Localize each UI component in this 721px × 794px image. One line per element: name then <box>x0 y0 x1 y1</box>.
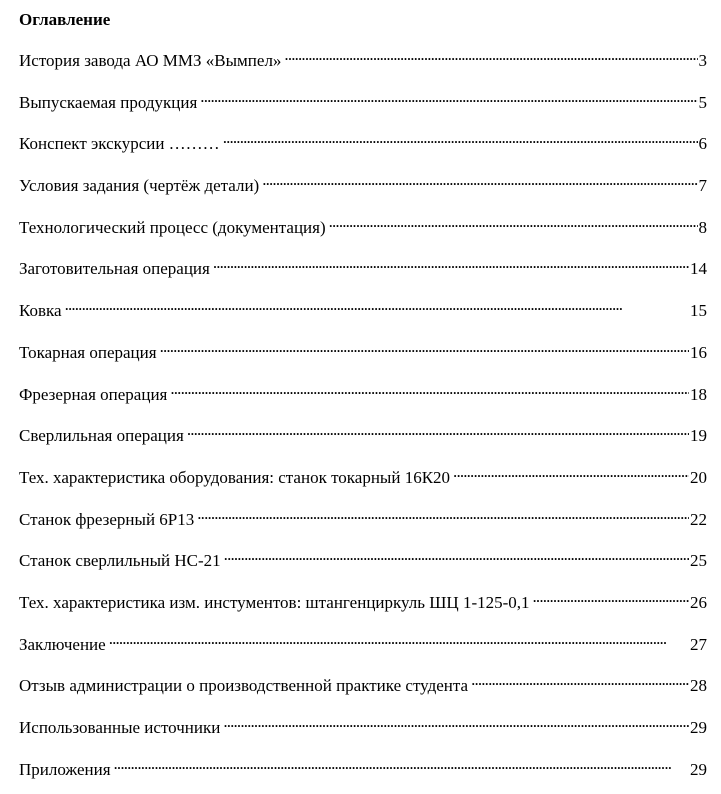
toc-page-number: 27 <box>690 634 707 654</box>
toc-entry[interactable] <box>19 86 707 128</box>
toc-page-number: 19 <box>690 426 707 446</box>
toc-page-number: 20 <box>690 467 707 487</box>
toc-entry-text: Ковка <box>19 301 62 321</box>
toc-entry[interactable] <box>19 294 707 336</box>
toc-entry-text: Заключение <box>19 634 106 654</box>
toc-entry[interactable] <box>19 378 707 420</box>
toc-entry-text: Выпускаемая продукция <box>19 92 198 112</box>
toc-page-number: 26 <box>690 592 707 612</box>
toc-entry[interactable] <box>19 544 707 586</box>
toc-page-number: 16 <box>690 342 707 362</box>
toc-entry-text: Станок фрезерный 6Р13 <box>19 509 195 529</box>
toc-page-number: 25 <box>690 551 707 571</box>
toc-list <box>19 44 707 794</box>
toc-page-number: 15 <box>690 301 707 321</box>
toc-entry-text: Конспект экскурсии ……… <box>19 134 220 154</box>
toc-page-number: 5 <box>698 92 707 112</box>
toc-entry[interactable] <box>19 127 707 169</box>
toc-title: Оглавление <box>19 10 111 29</box>
toc-entry[interactable] <box>19 169 707 211</box>
toc-dot-leader <box>109 628 689 650</box>
toc-dot-leader <box>329 211 698 233</box>
toc-page-number: 28 <box>690 676 707 696</box>
toc-entry-text: Условия задания (чертёж детали) <box>19 176 260 196</box>
toc-entry-text: Фрезерная операция <box>19 384 168 404</box>
toc-entry-text: Тех. характеристика оборудования: станок токарный 16К20 <box>19 467 451 487</box>
toc-entry-text: Станок сверлильный НС-21 <box>19 551 221 571</box>
toc-entry[interactable] <box>19 503 707 545</box>
toc-entry[interactable] <box>19 211 707 253</box>
toc-entry-text: Тех. характеристика изм. инстументов: штангенциркуль ШЦ 1-125-0,1 <box>19 592 530 612</box>
toc-dot-leader <box>223 711 689 733</box>
toc-dot-leader <box>453 461 689 483</box>
toc-dot-leader <box>197 503 689 525</box>
toc-page-number: 8 <box>698 217 707 237</box>
toc-dot-leader <box>200 86 697 108</box>
toc-page-number: 22 <box>690 509 707 529</box>
toc-page-number: 29 <box>690 759 707 779</box>
toc-page-number: 18 <box>690 384 707 404</box>
toc-dot-leader <box>114 753 689 775</box>
toc-entry[interactable] <box>19 628 707 670</box>
toc-entry[interactable] <box>19 711 707 753</box>
toc-entry-text: Технологический процесс (документация) <box>19 217 326 237</box>
toc-entry[interactable] <box>19 669 707 711</box>
toc-entry[interactable] <box>19 252 707 294</box>
toc-page-number: 29 <box>690 718 707 737</box>
toc-dot-leader <box>284 44 697 66</box>
toc-entry[interactable] <box>19 586 707 628</box>
toc-entry[interactable] <box>19 44 707 86</box>
toc-page-number: 6 <box>698 134 707 154</box>
toc-entry[interactable] <box>19 419 707 461</box>
toc-dot-leader <box>533 586 689 608</box>
toc-dot-leader <box>224 544 689 566</box>
toc-entry-text: Приложения <box>19 759 111 779</box>
toc-entry[interactable] <box>19 336 707 378</box>
toc-page-number: 14 <box>690 259 707 279</box>
toc-dot-leader <box>223 127 698 149</box>
toc-entry-text: Сверлильная операция <box>19 426 184 446</box>
toc-dot-leader <box>160 336 689 358</box>
toc-dot-leader <box>187 419 689 441</box>
toc-page-number: 7 <box>698 176 707 196</box>
toc-entry-text: Заготовительная операция <box>19 259 210 279</box>
toc-dot-leader <box>170 378 689 400</box>
toc-entry-text: Токарная операция <box>19 342 157 362</box>
toc-dot-leader <box>213 252 689 274</box>
toc-page-number: 3 <box>698 51 707 70</box>
toc-entry[interactable] <box>19 461 707 503</box>
toc-entry-text: Отзыв администрации о производственной практике студента <box>19 676 469 696</box>
toc-dot-leader <box>65 294 689 316</box>
toc-entry-text: История завода АО ММЗ «Вымпел» <box>19 51 282 70</box>
toc-entry-text: Использованные источники <box>19 718 221 737</box>
toc-dot-leader <box>262 169 697 191</box>
toc-dot-leader <box>471 669 689 691</box>
